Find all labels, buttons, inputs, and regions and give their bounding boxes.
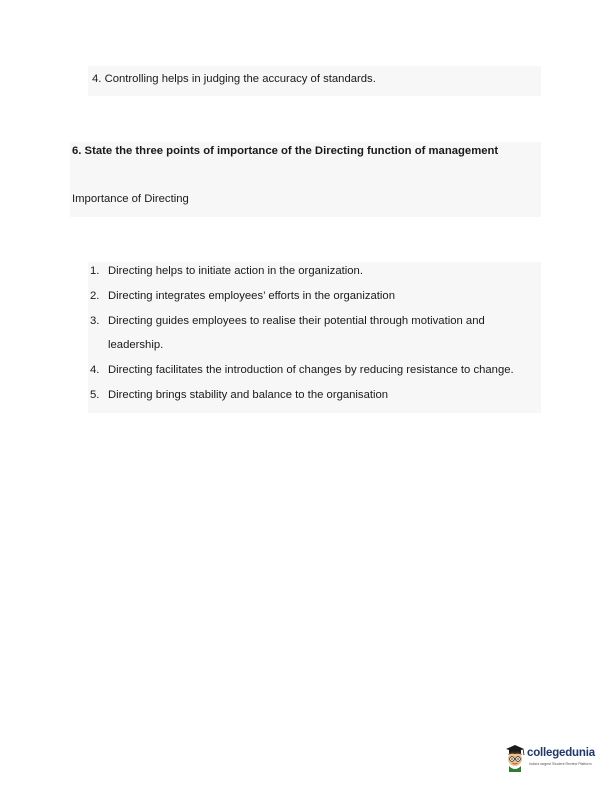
answer-list [88,262,541,413]
answer-subheading: Importance of Directing [72,193,189,205]
list-item-number: 3. [90,315,100,327]
list-item-number: 1. [90,265,100,277]
previous-answer-block [88,66,541,96]
list-item-number: 4. [92,73,102,85]
list-item-text: Controlling helps in judging the accuracy of standards. [104,73,376,85]
list-item-number: 4. [90,364,100,376]
list-item-text: Directing facilitates the introduction of changes by reducing resistance to change. [108,364,514,376]
logo-tagline: India's largest Student Review Platform [529,762,592,766]
list-item-text: Directing brings stability and balance to the organisation [108,389,389,401]
list-item-text: Directing helps to initiate action in the organization. [108,265,363,277]
question-heading: 6. State the three points of importance of the Directing function of management [72,145,499,157]
question-block [70,142,541,217]
list-item-text: Directing guides employees to realise their potential through motivation and [108,315,485,327]
list-item-text: Directing integrates employees’ efforts in the organization [108,290,395,302]
collegedunia-logo [503,742,603,776]
mascot-icon [503,742,527,772]
list-item-number: 2. [90,290,100,302]
previous-list-item [92,73,376,85]
logo-wordmark: collegedunia [527,747,595,759]
list-item-text: leadership. [108,339,164,351]
list-item-number: 5. [90,389,100,401]
